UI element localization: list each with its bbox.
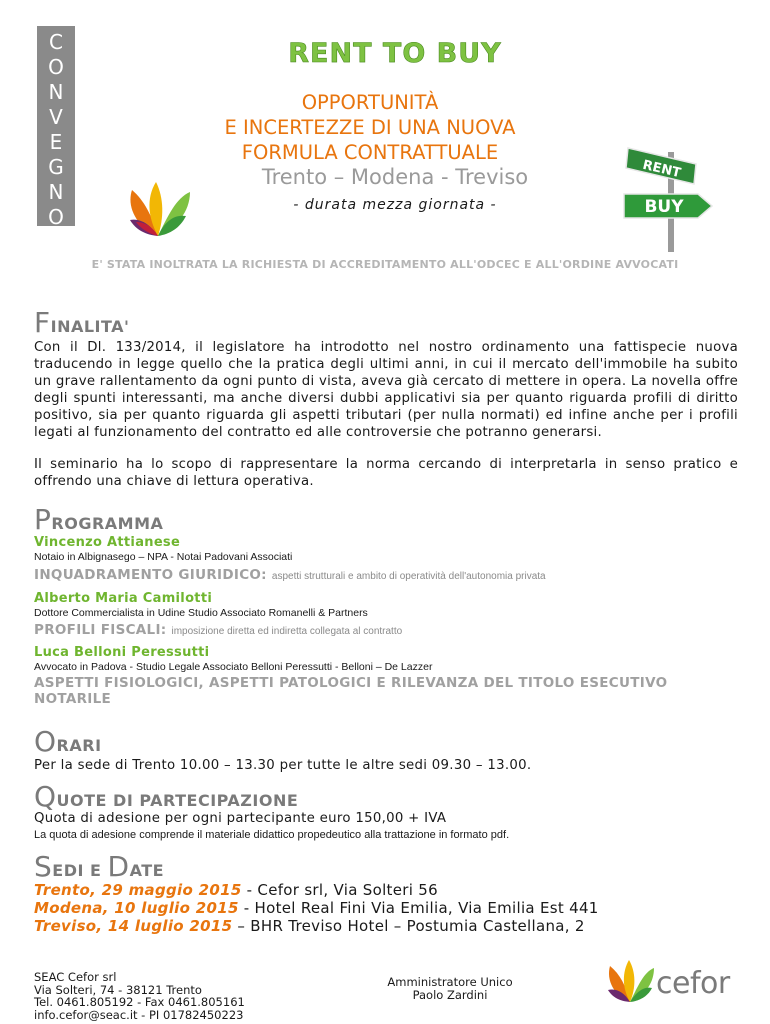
- footer-phone: Tel. 0461.805192 - Fax 0461.805161: [34, 995, 245, 1009]
- quote-line-1: Quota di adesione per ogni partecipante euro 150,00 + IVA: [34, 811, 447, 826]
- finalita-paragraph-1: Con il Dl. 133/2014, il legislatore ha introdotto nel nostro ordinamento una fattispecie nuova traducendo in legge quello che la pratica degli ultimi anni, in cui il mercato dell'immobile ha subito un grave rallentamento da ogni punto di vista, aveva già cercato di mettere in opera. La novella offre degli spunti interessanti, ma anche diversi dubbi applicativi sia per quanto riguarda profili di diritto positivo, sia per quanto riguarda gli aspetti tributari (per nulla normati) ed infine anche per i profili legati al funzionamento del contratto ed alle controversie che potranno generarsi.: [34, 340, 738, 440]
- footer-email: info.cefor@seac.it - PI 01782450223: [34, 1007, 244, 1022]
- event-subtitle: OPPORTUNITÀ E INCERTEZZE DI UNA NUOVA FORMULA CONTRATTUALE: [224, 91, 516, 164]
- footer-company: SEAC Cefor srl: [34, 970, 117, 984]
- speaker-name: Alberto Maria Camilotti: [34, 591, 213, 606]
- finalita-paragraph-2: Il seminario ha lo scopo di rappresentare la norma cercando di interpretarla in senso pratico e offrendo una chiave di lettura operativa.: [34, 457, 738, 489]
- banner-letter: G: [48, 155, 64, 179]
- banner-letter: O: [48, 205, 64, 229]
- banner-letter: N: [48, 80, 64, 104]
- speaker-topic-continued: NOTARILE: [34, 691, 112, 707]
- accreditation-note: E' STATA INOLTRATA LA RICHIESTA DI ACCREDITAMENTO ALL'ODCEC E ALL'ORDINE AVVOCATI: [91, 258, 679, 271]
- section-heading-orari: ORARI: [34, 725, 102, 758]
- admin-name: Paolo Zardini: [412, 987, 488, 1002]
- orari-text: Per la sede di Trento 10.00 – 13.30 per tutte le altre sedi 09.30 – 13.00.: [34, 758, 532, 773]
- footer-address: Via Solteri, 74 - 38121 Trento: [34, 982, 202, 997]
- flower-logo-icon: [118, 178, 198, 240]
- footer-administrator: [370, 976, 530, 1001]
- section-heading-quote: QUOTE DI PARTECIPAZIONE: [34, 780, 299, 813]
- speaker-role: Avvocato in Padova - Studio Legale Associato Belloni Peressutti - Belloni – De Lazzer: [34, 661, 433, 673]
- banner-letter: V: [49, 105, 63, 129]
- speaker-name: Luca Belloni Peressutti: [34, 645, 210, 660]
- speaker-topic: ASPETTI FISIOLOGICI, ASPETTI PATOLOGICI E RILEVANZA DEL TITOLO ESECUTIVO: [34, 675, 668, 691]
- section-heading-sedi: SEDI E DATE: [34, 850, 165, 883]
- sede-item: Trento, 29 maggio 2015 - Cefor srl, Via Solteri 56: [34, 881, 438, 899]
- banner-letter: N: [48, 180, 64, 204]
- speaker-name: Vincenzo Attianese: [34, 535, 181, 550]
- speaker-topic: INQUADRAMENTO GIURIDICO: aspetti strutturali e ambito di operatività dell'autonomia privata: [34, 567, 546, 583]
- admin-role: Amministratore Unico: [387, 975, 513, 989]
- section-heading-programma: PROGRAMMA: [34, 503, 164, 536]
- event-cities: Trento – Modena - Treviso: [261, 165, 529, 189]
- sign-rent-text: RENT: [641, 157, 683, 182]
- cefor-flower-icon: [600, 956, 660, 1004]
- sign-buy-text: BUY: [644, 197, 684, 217]
- street-sign-icon: [618, 142, 716, 252]
- banner-letter: O: [48, 55, 64, 79]
- quote-line-2: La quota di adesione comprende il materiale didattico propedeutico alla trattazione in formato pdf.: [34, 829, 510, 841]
- sede-item: Treviso, 14 luglio 2015 – BHR Treviso Hotel – Postumia Castellana, 2: [34, 917, 585, 935]
- speaker-role: Notaio in Albignasego – NPA - Notai Padovani Associati: [34, 551, 293, 563]
- footer-contacts: [34, 971, 245, 1021]
- event-title: RENT TO BUY: [288, 38, 502, 69]
- banner-letter: E: [49, 130, 63, 154]
- cefor-logo-text: cefor: [656, 966, 730, 1001]
- section-heading-finalita: FINALITA': [34, 306, 130, 339]
- event-duration: - durata mezza giornata -: [293, 197, 497, 213]
- banner-letters: [37, 30, 75, 230]
- speaker-role: Dottore Commercialista in Udine Studio Associato Romanelli & Partners: [34, 607, 368, 619]
- banner-letter: C: [49, 30, 63, 54]
- sede-item: Modena, 10 luglio 2015 - Hotel Real Fini Via Emilia, Via Emilia Est 441: [34, 899, 599, 917]
- speaker-topic: PROFILI FISCALI: imposizione diretta ed indiretta collegata al contratto: [34, 622, 403, 638]
- convegno-banner: [37, 26, 75, 229]
